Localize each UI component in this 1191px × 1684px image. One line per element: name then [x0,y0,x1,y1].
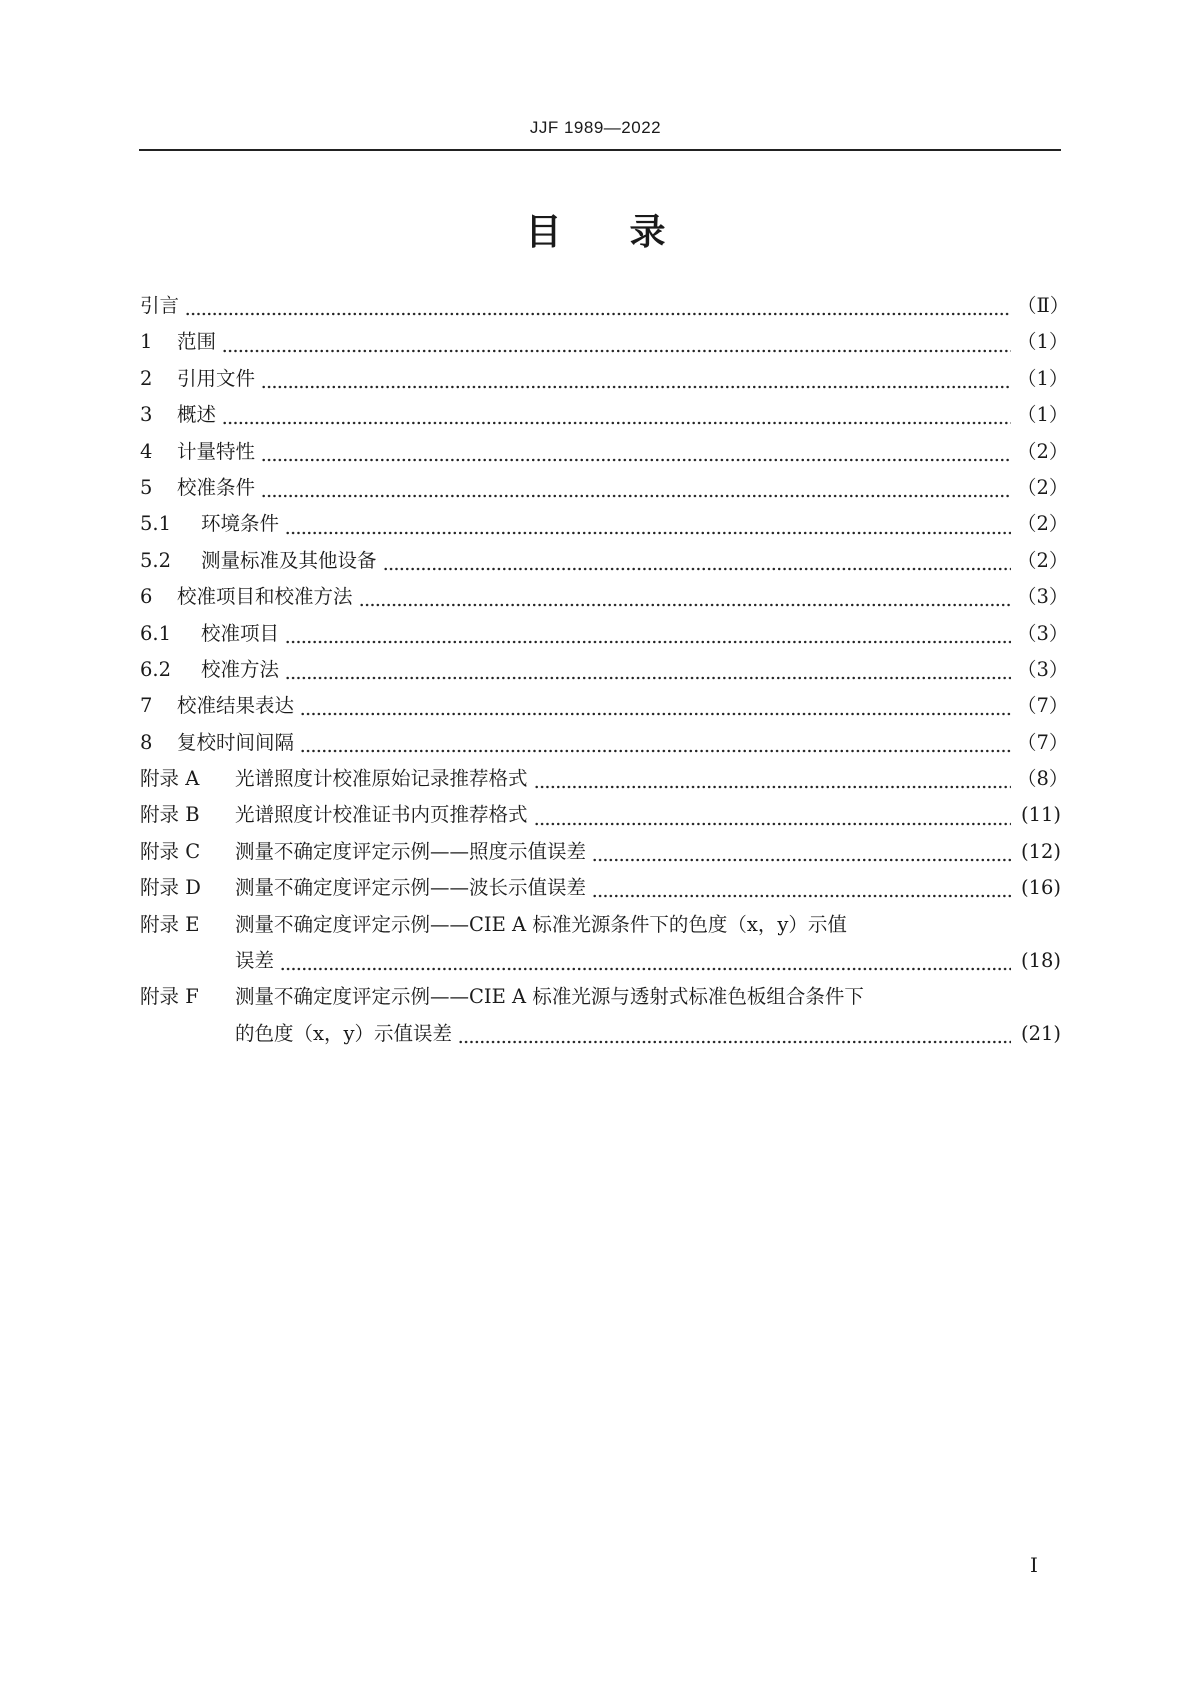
toc-entry-page: (21) [1020,1021,1061,1045]
toc-entry-number: 附录 C [140,839,201,863]
title-char: 目 [525,212,562,253]
toc-entry[interactable] [140,874,1061,910]
dot-leader [261,385,1011,389]
toc-entry[interactable] [140,801,1061,837]
toc-entry[interactable] [140,583,1069,619]
dot-leader [185,312,1011,316]
toc-entry-page: （2） [1017,475,1069,499]
toc-entry-page: （2） [1017,512,1069,536]
dot-leader [261,458,1011,462]
toc-entry-number: 7 [140,694,153,718]
toc-entry-number: 5.2 [140,548,172,572]
document-code-header: JJF 1989—2022 [529,118,662,137]
toc-entry-page: （1） [1017,330,1069,354]
toc-entry-number: 附录 A [140,767,200,791]
toc-entry[interactable] [140,838,1061,874]
dot-leader [285,676,1011,680]
toc-entry[interactable] [140,1020,1061,1056]
table-of-contents [140,292,1070,1056]
toc-entry-title: 测量不确定度评定示例——波长示值误差 [235,876,587,900]
toc-entry-title: 测量标准及其他设备 [201,548,377,572]
toc-entry-number: 附录 E [140,912,200,936]
header-rule [139,149,1061,151]
toc-entry-page: （Ⅱ） [1017,294,1070,317]
toc-entry-page: (12) [1020,839,1061,863]
dot-leader [280,967,1011,971]
toc-entry[interactable] [140,620,1069,656]
dot-leader [534,822,1011,826]
toc-entry-page: (11) [1020,803,1061,827]
toc-entry-title: 测量不确定度评定示例——CIE A 标准光源与透射式标准色板组合条件下 [235,985,864,1009]
toc-entry-page: （2） [1017,548,1069,572]
toc-entry-number: 附录 B [140,803,200,827]
dot-leader [534,785,1011,789]
toc-entry-title: 光谱照度计校准原始记录推荐格式 [235,767,528,791]
toc-entry-number: 1 [140,330,153,354]
toc-entry-title: 测量不确定度评定示例——CIE A 标准光源条件下的色度（x，y）示值 [235,912,847,936]
dot-leader [592,858,1011,862]
toc-entry-number: 8 [140,730,153,754]
toc-entry-number: 4 [140,439,153,463]
toc-entry[interactable] [140,911,1061,947]
toc-entry-title: 校准方法 [201,657,280,681]
page-number: I [1030,1553,1038,1577]
toc-entry-title: 引用文件 [177,366,256,390]
dot-leader [222,349,1011,353]
toc-entry-title: 测量不确定度评定示例——照度示值误差 [235,839,587,863]
toc-entry[interactable] [140,547,1069,583]
toc-entry-page: (16) [1020,876,1061,900]
toc-entry-number: 6.2 [140,657,172,681]
dot-leader [300,749,1011,753]
toc-entry-title: 概述 [177,403,217,427]
toc-entry-title-continued: 的色度（x，y）示值误差 [235,1021,453,1045]
toc-entry-number: 附录 D [140,876,201,900]
toc-entry-title: 校准条件 [177,475,256,499]
dot-leader [261,494,1011,498]
toc-entry[interactable] [140,656,1069,692]
toc-entry[interactable] [140,510,1069,546]
toc-entry-title: 校准项目 [201,621,280,645]
toc-entry[interactable] [140,729,1069,765]
dot-leader [359,603,1011,607]
toc-entry-page: (18) [1020,949,1061,973]
dot-leader [285,531,1011,535]
dot-leader [592,894,1011,898]
dot-leader [383,567,1011,571]
toc-entry[interactable] [140,328,1069,364]
toc-entry[interactable] [140,365,1069,401]
dot-leader [222,421,1011,425]
toc-entry[interactable] [140,438,1069,474]
toc-entry[interactable] [140,474,1069,510]
toc-entry-number: 6.1 [140,621,172,645]
toc-entry[interactable] [140,401,1069,437]
toc-entry-title: 环境条件 [201,512,280,536]
toc-entry[interactable] [140,983,1061,1019]
toc-entry-title: 校准结果表达 [177,694,295,718]
toc-entry-page: （7） [1017,694,1069,718]
toc-entry[interactable] [140,765,1069,801]
toc-entry[interactable] [140,292,1070,328]
toc-entry-title: 校准项目和校准方法 [177,585,353,609]
toc-entry-number: 附录 F [140,985,199,1009]
toc-entry-page: （3） [1017,621,1069,645]
toc-entry[interactable] [140,692,1069,728]
toc-entry-number: 2 [140,366,153,390]
dot-leader [300,712,1011,716]
toc-entry-page: （3） [1017,657,1069,681]
toc-entry-page: （8） [1017,767,1069,791]
dot-leader [458,1040,1011,1044]
toc-entry-title: 光谱照度计校准证书内页推荐格式 [235,803,528,827]
toc-entry-page: （7） [1017,730,1069,754]
toc-entry-number: 3 [140,403,153,427]
toc-entry-title: 引言 [140,294,180,317]
page-title [0,204,1191,255]
title-char: 录 [629,212,666,253]
toc-entry-page: （1） [1017,403,1069,427]
toc-entry-title-continued: 误差 [235,949,275,973]
toc-entry[interactable] [140,947,1061,983]
toc-entry-title: 范围 [177,330,217,354]
toc-entry-title: 计量特性 [177,439,256,463]
toc-entry-number: 5 [140,475,153,499]
toc-entry-page: （1） [1017,366,1069,390]
toc-entry-title: 复校时间间隔 [177,730,295,754]
toc-entry-number: 5.1 [140,512,172,536]
toc-entry-number: 6 [140,585,153,609]
toc-entry-page: （3） [1017,585,1069,609]
dot-leader [285,640,1011,644]
toc-entry-page: （2） [1017,439,1069,463]
